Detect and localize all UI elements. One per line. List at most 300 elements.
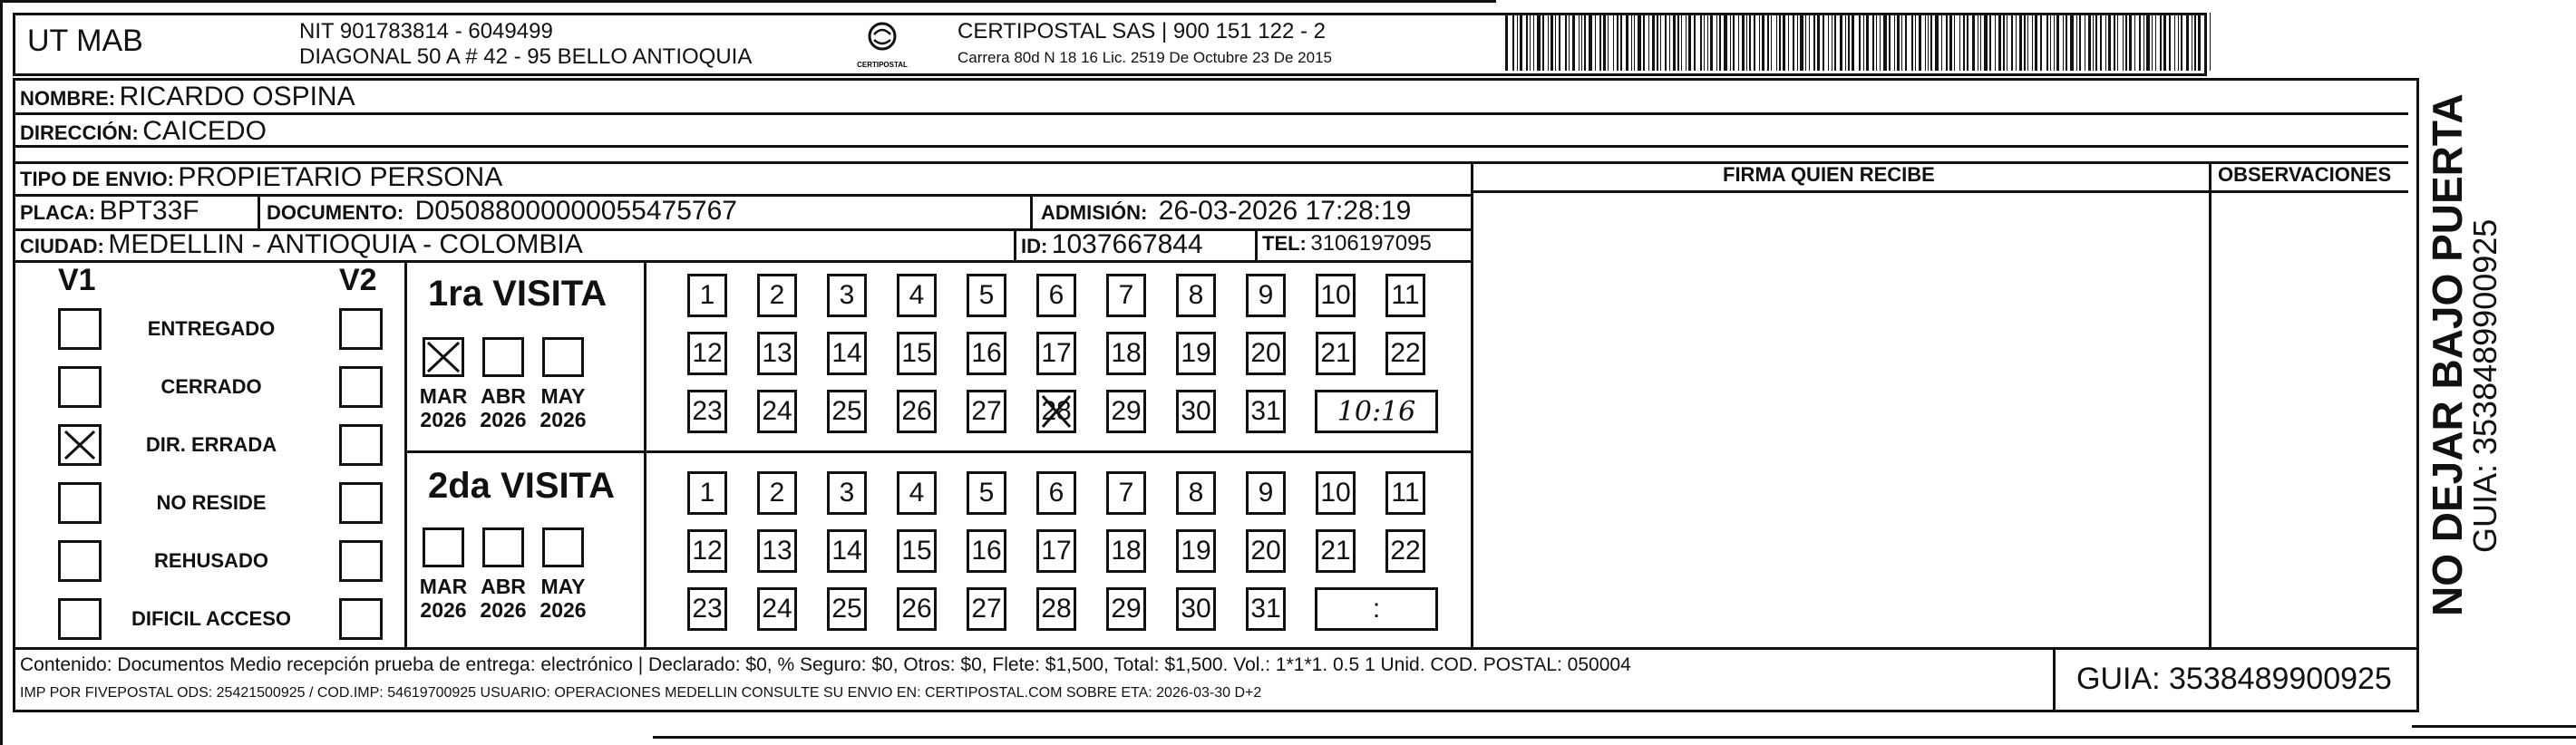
visit-time-field[interactable]: 10:16 xyxy=(1315,390,1438,433)
barcode-bar xyxy=(2076,13,2077,71)
barcode-bar xyxy=(2186,13,2189,71)
day-checkbox[interactable] xyxy=(1036,332,1076,375)
day-number: 14 xyxy=(831,338,862,368)
day-checkbox[interactable] xyxy=(1176,587,1216,631)
day-number: 12 xyxy=(692,338,723,368)
barcode-bar xyxy=(1989,13,1991,71)
barcode-bar xyxy=(1889,13,1891,71)
documento-cell xyxy=(267,198,737,225)
barcode-bar xyxy=(1520,13,1522,71)
month-label xyxy=(471,575,535,622)
day-number: 11 xyxy=(1391,280,1420,310)
barcode-bar xyxy=(2019,13,2022,71)
barcode-bar xyxy=(2093,13,2094,71)
barcode-bar xyxy=(2046,13,2048,71)
day-checkbox[interactable] xyxy=(687,587,727,631)
day-checkbox[interactable] xyxy=(757,471,797,515)
barcode-bar xyxy=(1963,13,1965,71)
company-address: DIAGONAL 50 A # 42 - 95 BELLO ANTIOQUIA xyxy=(299,44,753,69)
barcode-bar xyxy=(1512,13,1514,71)
day-number: 14 xyxy=(831,536,862,566)
v2-checkbox[interactable] xyxy=(339,366,383,408)
barcode-bar xyxy=(1793,13,1794,71)
barcode-bar xyxy=(2198,13,2201,71)
barcode-bar xyxy=(1569,13,1570,71)
barcode-bar xyxy=(2079,13,2081,71)
barcode-bar xyxy=(1634,13,1635,71)
barcode-bar xyxy=(1809,13,1810,71)
barcode-bar xyxy=(1883,13,1887,71)
barcode-bar xyxy=(2139,13,2141,71)
barcode-bar xyxy=(1845,13,1846,71)
company-nit: NIT 901783814 - 6049499 xyxy=(299,19,553,44)
month-label xyxy=(412,575,475,622)
day-number: 1 xyxy=(699,280,715,310)
day-checkbox[interactable] xyxy=(1106,332,1146,375)
documento-label: DOCUMENTO: xyxy=(267,201,404,224)
day-checkbox[interactable] xyxy=(827,471,867,515)
day-checkbox[interactable] xyxy=(1106,471,1146,515)
day-checkbox[interactable] xyxy=(687,471,727,515)
placa-label: PLACA: xyxy=(20,201,96,224)
day-checkbox[interactable] xyxy=(1176,332,1216,375)
day-number: 17 xyxy=(1041,536,1072,566)
barcode-bar xyxy=(1762,13,1764,71)
tipo-value: PROPIETARIO PERSONA xyxy=(178,162,503,192)
barcode-bar xyxy=(1754,13,1755,71)
month-label xyxy=(412,384,475,431)
barcode-bar xyxy=(1967,13,1968,71)
day-checkbox[interactable] xyxy=(897,332,937,375)
barcode-bar xyxy=(1565,13,1567,71)
day-checkbox[interactable] xyxy=(827,529,867,573)
day-checkbox[interactable] xyxy=(827,390,867,433)
month-name: MAR xyxy=(419,384,468,408)
right-edge-line xyxy=(2412,725,2576,728)
barcode-bar xyxy=(1688,13,1691,71)
barcode-bar xyxy=(2155,13,2156,71)
tipo-row xyxy=(20,164,502,191)
day-checkbox[interactable] xyxy=(827,274,867,317)
day-number: 25 xyxy=(831,594,862,624)
barcode-bar xyxy=(2024,13,2026,71)
firma-header: FIRMA QUIEN RECIBE xyxy=(1723,163,1935,186)
barcode-bar xyxy=(2194,13,2196,71)
direccion-value: CAICEDO xyxy=(142,116,267,146)
day-number: 29 xyxy=(1111,594,1142,624)
shipment-barcode xyxy=(1505,13,2231,71)
barcode-bar xyxy=(1876,13,1877,71)
tel-cell xyxy=(1262,233,1432,255)
day-number: 31 xyxy=(1250,594,1281,624)
barcode-bar xyxy=(1694,13,1696,71)
side-guia: GUIA: 3538489900925 xyxy=(2466,218,2503,553)
day-checkbox[interactable] xyxy=(827,587,867,631)
day-checkbox[interactable] xyxy=(1246,274,1286,317)
day-checkbox[interactable] xyxy=(897,471,937,515)
barcode-bar xyxy=(1738,13,1739,71)
barcode-bar xyxy=(1894,13,1895,71)
barcode-bar xyxy=(1928,13,1929,71)
barcode-bar xyxy=(1783,13,1785,71)
footer-guia-divider xyxy=(2053,647,2056,712)
day-number: 21 xyxy=(1320,338,1351,368)
barcode-bar xyxy=(1800,13,1803,71)
barcode-bar xyxy=(2114,13,2115,71)
month-year: 2026 xyxy=(480,408,527,431)
day-checkbox[interactable] xyxy=(897,529,937,573)
month-checkbox[interactable] xyxy=(482,337,524,377)
v2-checkbox[interactable] xyxy=(339,598,383,640)
v1-checkbox[interactable] xyxy=(58,366,102,408)
barcode-bar xyxy=(2129,13,2132,71)
left-edge-line xyxy=(0,0,3,745)
status-reason-label: DIFICIL ACCESO xyxy=(131,607,291,630)
day-number: 10 xyxy=(1320,280,1351,310)
day-number: 27 xyxy=(971,396,1002,426)
day-number: 18 xyxy=(1111,338,1142,368)
v2-checkbox[interactable] xyxy=(339,482,383,524)
tel-value: 3106197095 xyxy=(1310,231,1432,256)
day-number: 5 xyxy=(978,280,995,310)
day-checkbox[interactable] xyxy=(1316,332,1356,375)
barcode-bar xyxy=(1746,13,1747,71)
barcode-bar xyxy=(1595,13,1596,71)
day-checkbox[interactable] xyxy=(967,274,1006,317)
top-edge-line xyxy=(0,0,1496,3)
ciudad-label: CIUDAD: xyxy=(20,235,104,257)
certipostal-logo xyxy=(857,18,908,71)
day-number: 16 xyxy=(971,536,1002,566)
placa-cell xyxy=(20,198,199,225)
day-checkbox[interactable] xyxy=(757,332,797,375)
barcode-bar xyxy=(1657,13,1658,71)
month-name: ABR xyxy=(481,575,526,598)
day-number: 30 xyxy=(1181,594,1211,624)
side-warning: NO DEJAR BAJO PUERTA xyxy=(2424,93,2471,616)
barcode-bar xyxy=(2163,13,2166,71)
barcode-bar xyxy=(2070,13,2074,71)
row-line-6 xyxy=(13,260,1473,263)
barcode-bar xyxy=(2134,13,2135,71)
barcode-bar xyxy=(2181,13,2182,71)
barcode-bar xyxy=(1665,13,1667,71)
barcode-bar xyxy=(2210,13,2211,71)
barcode-bar xyxy=(1954,13,1955,71)
tel-divider xyxy=(1255,228,1258,261)
day-number: 15 xyxy=(901,536,932,566)
day-checkbox[interactable] xyxy=(1385,529,1425,573)
v2-checkbox[interactable] xyxy=(339,308,383,350)
barcode-bar xyxy=(1572,13,1575,71)
barcode-bar xyxy=(2169,13,2171,71)
barcode-bar xyxy=(1579,13,1580,71)
day-checkbox[interactable] xyxy=(1385,471,1425,515)
v1-checkbox[interactable] xyxy=(58,308,102,350)
barcode-bar xyxy=(1848,13,1850,71)
tel-label: TEL: xyxy=(1262,232,1307,255)
barcode-bar xyxy=(1935,13,1939,71)
observaciones-left-line xyxy=(2209,161,2211,648)
status-reason-label: ENTREGADO xyxy=(147,317,276,340)
barcode-bar xyxy=(1905,13,1907,71)
barcode-bar xyxy=(1797,13,1798,71)
barcode-bar xyxy=(1813,13,1815,71)
day-number: 26 xyxy=(901,594,932,624)
day-checkbox[interactable] xyxy=(897,390,937,433)
day-checkbox[interactable] xyxy=(967,332,1006,375)
day-checkbox[interactable] xyxy=(1246,529,1286,573)
barcode-bar xyxy=(1742,13,1745,71)
day-checkbox[interactable] xyxy=(1106,529,1146,573)
barcode-bar xyxy=(1652,13,1655,71)
v2-header: V2 xyxy=(339,263,377,297)
day-number: 7 xyxy=(1118,280,1134,310)
footer-guia: GUIA: 3538489900925 xyxy=(2076,662,2392,696)
day-checkbox[interactable] xyxy=(1316,274,1356,317)
day-number: 17 xyxy=(1041,338,1072,368)
barcode-bar xyxy=(1919,13,1921,71)
barcode-bar xyxy=(1959,13,1960,71)
day-checkbox[interactable] xyxy=(687,529,727,573)
barcode-bar xyxy=(1771,13,1772,71)
placa-divider xyxy=(258,194,260,228)
barcode-bar xyxy=(1533,13,1534,71)
v1-checkbox[interactable] xyxy=(58,482,102,524)
day-checkbox[interactable] xyxy=(687,274,727,317)
month-name: MAY xyxy=(540,575,586,598)
barcode-bar xyxy=(1710,13,1713,71)
barcode-bar xyxy=(2105,13,2106,71)
day-checkbox[interactable] xyxy=(1036,390,1076,433)
day-number: 7 xyxy=(1118,478,1134,508)
barcode-bar xyxy=(1930,13,1932,71)
barcode-bar xyxy=(1613,13,1614,71)
bottom-edge-line xyxy=(653,736,2576,739)
day-checkbox[interactable] xyxy=(1246,332,1286,375)
day-checkbox[interactable] xyxy=(1106,587,1146,631)
day-checkbox[interactable] xyxy=(1106,274,1146,317)
month-checkbox[interactable] xyxy=(542,337,584,377)
barcode-bar xyxy=(2016,13,2017,71)
ciudad-cell xyxy=(20,231,583,258)
day-number: 16 xyxy=(971,338,1002,368)
footer-imp: IMP POR FIVEPOSTAL ODS: 25421500925 / COD.IMP: 54619700925 USUARIO: OPERACIONES MEDELLIN CONSULTE SU ENVIO EN: CERTIPOSTAL.COM SOBRE ETA: 2026-03-30 D+2 xyxy=(20,685,1262,701)
barcode-bar xyxy=(1911,13,1913,71)
x-mark-icon xyxy=(425,340,462,374)
day-number: 30 xyxy=(1181,396,1211,426)
barcode-bar xyxy=(1686,13,1687,71)
barcode-bar xyxy=(2003,13,2005,71)
nombre-row xyxy=(20,83,355,111)
day-checkbox[interactable] xyxy=(967,587,1006,631)
day-checkbox[interactable] xyxy=(1246,587,1286,631)
barcode-bar xyxy=(1677,13,1679,71)
month-checkbox[interactable] xyxy=(423,337,464,377)
day-number: 15 xyxy=(901,338,932,368)
day-number: 23 xyxy=(692,594,723,624)
day-checkbox[interactable] xyxy=(1176,471,1216,515)
barcode-bar xyxy=(1707,13,1708,71)
month-name: ABR xyxy=(481,384,526,408)
barcode-bar xyxy=(1589,13,1592,71)
barcode-bar xyxy=(1759,13,1760,71)
footer-line xyxy=(13,647,2419,650)
day-number: 22 xyxy=(1390,338,1421,368)
day-checkbox[interactable] xyxy=(1176,529,1216,573)
month-checkbox[interactable] xyxy=(482,527,524,567)
day-checkbox[interactable] xyxy=(1106,390,1146,433)
month-checkbox[interactable] xyxy=(542,527,584,567)
day-number: 5 xyxy=(978,478,995,508)
admision-label: ADMISIÓN: xyxy=(1041,201,1148,224)
day-checkbox[interactable] xyxy=(1036,587,1076,631)
day-checkbox[interactable] xyxy=(687,390,727,433)
barcode-bar xyxy=(1941,13,1942,71)
placa-value: BPT33F xyxy=(99,196,199,226)
day-checkbox[interactable] xyxy=(1036,274,1076,317)
barcode-bar xyxy=(1724,13,1727,71)
month-checkbox[interactable] xyxy=(423,527,464,567)
barcode-bar xyxy=(2146,13,2150,71)
day-checkbox[interactable] xyxy=(687,332,727,375)
barcode-bar xyxy=(1897,13,1900,71)
v1-checkbox[interactable] xyxy=(58,598,102,640)
day-number: 13 xyxy=(762,536,792,566)
status-reason-label: CERRADO xyxy=(160,375,262,398)
day-checkbox[interactable] xyxy=(897,587,937,631)
day-number: 1 xyxy=(699,478,715,508)
day-number: 3 xyxy=(839,478,855,508)
day-checkbox[interactable] xyxy=(757,274,797,317)
month-year: 2026 xyxy=(420,408,467,431)
barcode-bar xyxy=(1730,13,1731,71)
carrier-license: Carrera 80d N 18 16 Lic. 2519 De Octubre 23 De 2015 xyxy=(957,49,1332,66)
barcode-bar xyxy=(1505,13,1508,71)
barcode-bar xyxy=(1555,13,1556,71)
day-checkbox[interactable] xyxy=(757,587,797,631)
barcode-bar xyxy=(1559,13,1560,71)
status-reason-label: DIR. ERRADA xyxy=(145,433,277,456)
barcode-bar xyxy=(1681,13,1682,71)
month-year: 2026 xyxy=(540,408,587,431)
visit-time-field[interactable]: : xyxy=(1315,587,1438,631)
barcode-bar xyxy=(1852,13,1854,71)
day-checkbox[interactable] xyxy=(897,274,937,317)
day-number: 19 xyxy=(1181,338,1211,368)
barcode-bar xyxy=(1643,13,1645,71)
day-checkbox[interactable] xyxy=(1176,390,1216,433)
v2-checkbox[interactable] xyxy=(339,424,383,466)
barcode-bar xyxy=(2035,13,2037,71)
barcode-bar xyxy=(1776,13,1777,71)
day-number: 19 xyxy=(1181,536,1211,566)
barcode-bar xyxy=(1599,13,1601,71)
day-checkbox[interactable] xyxy=(1036,529,1076,573)
day-checkbox[interactable] xyxy=(1246,390,1286,433)
barcode-bar xyxy=(1788,13,1789,71)
status-divider xyxy=(404,260,407,648)
id-label: ID: xyxy=(1021,235,1048,257)
day-checkbox[interactable] xyxy=(1176,274,1216,317)
barcode-bar xyxy=(1631,13,1632,71)
day-checkbox[interactable] xyxy=(757,529,797,573)
barcode-bar xyxy=(1526,13,1528,71)
month-name: MAY xyxy=(540,384,586,408)
day-number: 20 xyxy=(1250,338,1281,368)
barcode-bar xyxy=(1749,13,1751,71)
day-number: 31 xyxy=(1250,396,1281,426)
barcode-bar xyxy=(2011,13,2013,71)
barcode-bar xyxy=(2027,13,2028,71)
day-number: 13 xyxy=(762,338,792,368)
barcode-bar xyxy=(1915,13,1916,71)
months-divider xyxy=(644,260,646,648)
barcode-bar xyxy=(2178,13,2179,71)
barcode-bar xyxy=(2040,13,2042,71)
columns-header-line xyxy=(1471,190,2408,193)
day-number: 8 xyxy=(1188,280,1204,310)
v2-checkbox[interactable] xyxy=(339,540,383,582)
day-checkbox[interactable] xyxy=(967,390,1006,433)
day-number: 21 xyxy=(1320,536,1351,566)
day-number: 4 xyxy=(909,280,925,310)
barcode-bar xyxy=(1669,13,1670,71)
barcode-bar xyxy=(1704,13,1705,71)
day-number: 20 xyxy=(1250,536,1281,566)
barcode-bar xyxy=(1733,13,1735,71)
day-checkbox[interactable] xyxy=(1316,529,1356,573)
day-checkbox[interactable] xyxy=(827,332,867,375)
id-cell xyxy=(1021,231,1203,258)
day-checkbox[interactable] xyxy=(1246,471,1286,515)
barcode-bar xyxy=(1550,13,1553,71)
day-checkbox[interactable] xyxy=(967,471,1006,515)
barcode-bar xyxy=(1660,13,1661,71)
barcode-bar xyxy=(2100,13,2102,71)
day-number: 10 xyxy=(1320,478,1351,508)
day-number: 28 xyxy=(1041,594,1072,624)
tipo-label: TIPO DE ENVIO: xyxy=(20,168,174,190)
barcode-bar xyxy=(1548,13,1549,71)
day-checkbox[interactable] xyxy=(1385,332,1425,375)
barcode-bar xyxy=(1617,13,1619,71)
barcode-bar xyxy=(1779,13,1781,71)
row-line-2 xyxy=(13,145,2408,148)
barcode-bar xyxy=(2066,13,2067,71)
day-number: 22 xyxy=(1390,536,1421,566)
month-label xyxy=(471,384,535,431)
day-checkbox[interactable] xyxy=(757,390,797,433)
admision-value: 26-03-2026 17:28:19 xyxy=(1158,196,1412,226)
day-checkbox[interactable] xyxy=(1385,274,1425,317)
barcode-bar xyxy=(1673,13,1676,71)
day-number: 3 xyxy=(839,280,855,310)
barcode-bar xyxy=(1872,13,1874,71)
day-checkbox[interactable] xyxy=(1036,471,1076,515)
visit-divider xyxy=(404,450,1473,453)
v1-checkbox[interactable] xyxy=(58,424,102,466)
v1-checkbox[interactable] xyxy=(58,540,102,582)
barcode-bar xyxy=(2032,13,2033,71)
day-checkbox[interactable] xyxy=(967,529,1006,573)
day-checkbox[interactable] xyxy=(1316,471,1356,515)
month-name: MAR xyxy=(419,575,468,598)
barcode-bar xyxy=(1828,13,1829,71)
barcode-bar xyxy=(1980,13,1981,71)
barcode-bar xyxy=(2143,13,2144,71)
company-name: UT MAB xyxy=(27,24,143,58)
